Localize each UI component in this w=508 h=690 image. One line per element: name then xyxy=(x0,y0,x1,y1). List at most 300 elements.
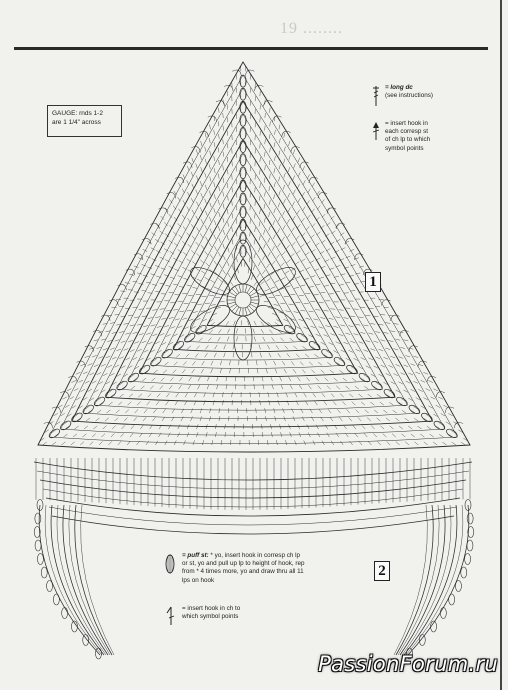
stitch-mark xyxy=(269,108,270,113)
stitch-mark xyxy=(220,368,221,373)
edge-scallop xyxy=(44,420,54,428)
center-spoke xyxy=(235,307,239,314)
stitch-mark xyxy=(260,131,261,136)
stitch-mark xyxy=(288,193,290,198)
stitch-mark xyxy=(238,268,239,273)
stitch-mark xyxy=(309,286,314,287)
legend-insert-hook-ch xyxy=(182,605,240,621)
stitch-mark xyxy=(329,318,334,319)
stitch-mark xyxy=(214,142,215,147)
stitch-mark xyxy=(205,225,207,229)
stitch-mark xyxy=(200,408,202,413)
stitch-mark xyxy=(385,348,390,350)
stitch-mark xyxy=(303,180,305,184)
stitch-mark xyxy=(198,377,200,381)
stitch-mark xyxy=(224,353,226,358)
stitch-mark xyxy=(363,350,368,352)
center-spoke xyxy=(232,289,238,295)
stitch-mark xyxy=(330,417,333,421)
stitch-mark xyxy=(376,357,381,359)
stitch-mark xyxy=(267,345,269,349)
stitch-mark xyxy=(307,215,310,219)
stitch-mark xyxy=(433,442,437,445)
stitch-mark xyxy=(269,160,270,165)
stitch-mark xyxy=(389,402,393,405)
stitch-mark xyxy=(54,434,58,437)
center-spoke xyxy=(251,296,259,298)
stitch-mark xyxy=(217,376,219,381)
stitch-mark xyxy=(198,385,200,389)
stitch-mark xyxy=(182,318,187,320)
stitch-mark xyxy=(196,318,201,320)
stitch-mark xyxy=(133,281,138,282)
stitch-mark xyxy=(319,409,322,413)
stitch-mark xyxy=(331,441,334,445)
stitch-mark xyxy=(352,402,356,405)
stitch-mark xyxy=(179,385,182,389)
stitch-mark xyxy=(214,234,216,239)
stitch-mark xyxy=(186,354,190,358)
edge-scallop xyxy=(253,83,263,91)
stitch-mark xyxy=(211,305,216,306)
stitch-mark xyxy=(380,340,385,341)
stitch-mark xyxy=(350,316,355,317)
stitch-mark xyxy=(334,326,339,327)
stitch-mark xyxy=(171,326,176,328)
stitch-mark xyxy=(170,377,173,381)
stitch-mark xyxy=(226,321,229,325)
stitch-mark xyxy=(249,257,250,262)
stitch-mark xyxy=(115,340,120,342)
stitch-mark xyxy=(350,441,353,445)
stitch-mark xyxy=(234,321,236,326)
stitch-mark xyxy=(424,442,428,445)
stitch-mark xyxy=(273,194,274,199)
stitch-mark xyxy=(261,329,264,333)
puff-line-0: = puff st: * yo, insert hook in corresp ch lp xyxy=(182,552,301,559)
stitch-mark xyxy=(287,234,290,238)
stitch-mark xyxy=(321,199,324,203)
stitch-mark xyxy=(414,418,418,421)
stitch-mark xyxy=(290,338,294,341)
stitch-mark xyxy=(288,377,291,381)
stitch-mark xyxy=(131,386,135,389)
stitch-mark xyxy=(52,442,56,445)
stitch-mark xyxy=(277,229,279,233)
stitch-mark xyxy=(321,370,325,373)
stitch-mark xyxy=(218,252,220,256)
stitch-mark xyxy=(223,230,224,235)
stitch-mark xyxy=(426,389,430,391)
stitch-mark xyxy=(161,318,166,319)
stitch-mark xyxy=(375,332,380,333)
stitch-mark xyxy=(74,388,78,390)
stitch-mark xyxy=(71,442,75,445)
stitch-mark xyxy=(205,251,208,255)
stitch-mark xyxy=(283,211,285,216)
stitch-mark xyxy=(196,346,199,350)
stitch-mark xyxy=(258,248,260,253)
stitch-mark xyxy=(103,426,107,429)
stitch-mark xyxy=(151,325,156,326)
stitch-mark xyxy=(214,156,215,161)
stitch-mark xyxy=(179,235,183,239)
stitch-mark xyxy=(223,126,224,131)
stitch-mark xyxy=(396,364,401,366)
stitch-mark xyxy=(310,261,314,263)
stitch-mark xyxy=(304,440,306,445)
stitch-mark xyxy=(81,389,85,391)
stitch-mark xyxy=(298,158,300,163)
stitch-mark xyxy=(255,187,256,192)
stitch-mark xyxy=(408,373,413,375)
stitch-mark xyxy=(64,434,68,437)
stitch-mark xyxy=(192,184,194,189)
stitch-mark xyxy=(390,356,395,358)
insert-hook-line-2: each corresp st xyxy=(385,128,429,136)
stitch-mark xyxy=(281,263,285,266)
stitch-mark xyxy=(263,337,265,341)
stitch-mark xyxy=(173,370,176,374)
left-flap-row xyxy=(51,505,104,655)
stitch-mark xyxy=(285,440,286,445)
stitch-mark xyxy=(439,434,443,437)
stitch-mark xyxy=(218,148,219,153)
edge-scallop xyxy=(183,160,193,168)
stitch-mark xyxy=(196,294,201,295)
stitch-mark xyxy=(335,317,340,318)
stitch-mark xyxy=(316,425,319,429)
stitch-mark xyxy=(272,337,275,341)
stitch-mark xyxy=(279,151,280,156)
stitch-mark xyxy=(255,201,256,206)
stitch-mark xyxy=(390,331,395,332)
stitch-mark xyxy=(257,368,258,373)
stitch-mark xyxy=(273,220,275,225)
stitch-mark xyxy=(214,353,216,357)
stitch-mark xyxy=(256,408,257,413)
stitch-mark xyxy=(289,155,291,160)
stitch-mark xyxy=(163,409,166,413)
stitch-mark xyxy=(219,289,224,291)
stitch-mark xyxy=(275,295,280,296)
stitch-mark xyxy=(365,315,370,316)
left-flap-row xyxy=(63,505,108,655)
stitch-mark xyxy=(279,124,280,129)
stitch-mark xyxy=(370,402,374,405)
stitch-mark xyxy=(137,324,142,325)
stitch-mark xyxy=(201,193,203,198)
stitch-mark xyxy=(309,362,313,365)
stitch-mark xyxy=(228,222,229,227)
stitch-mark xyxy=(266,368,268,373)
stitch-mark xyxy=(205,211,207,216)
stitch-mark xyxy=(388,365,393,367)
stitch-mark xyxy=(423,372,428,374)
stitch-mark xyxy=(209,243,212,247)
stitch-mark xyxy=(205,237,208,241)
stitch-mark xyxy=(227,235,228,240)
stitch-mark xyxy=(178,326,183,328)
stitch-mark xyxy=(413,356,418,358)
stitch-mark xyxy=(324,310,329,311)
stitch-mark xyxy=(380,426,384,429)
flap-puff-stitch xyxy=(37,554,43,565)
stitch-mark xyxy=(260,400,261,405)
stitch-mark xyxy=(314,354,318,357)
flap-puff-stitch xyxy=(467,540,473,551)
stitch-mark xyxy=(368,358,373,360)
stitch-mark xyxy=(325,325,330,326)
stitch-mark xyxy=(192,158,194,163)
center-spoke xyxy=(229,292,236,296)
stitch-mark xyxy=(292,201,294,205)
stitch-mark xyxy=(121,341,126,343)
stitch-mark xyxy=(200,155,201,160)
stitch-mark xyxy=(190,416,192,421)
stitch-mark xyxy=(182,369,185,373)
stitch-mark xyxy=(348,350,353,352)
stitch-mark xyxy=(148,318,153,319)
stitch-mark xyxy=(284,416,286,421)
stitch-mark xyxy=(232,265,233,270)
stitch-mark xyxy=(392,434,396,437)
stitch-mark xyxy=(268,252,270,256)
stitch-mark xyxy=(380,314,385,315)
stitch-mark xyxy=(227,337,229,342)
stitch-mark xyxy=(358,417,361,421)
section-label-1: 1 xyxy=(365,272,381,292)
stitch-mark xyxy=(58,405,62,408)
stitch-mark xyxy=(271,432,272,437)
stitch-mark xyxy=(393,349,398,351)
stitch-mark xyxy=(265,361,267,366)
stitch-mark xyxy=(201,219,203,223)
stitch-mark xyxy=(214,261,217,265)
stitch-mark xyxy=(223,139,224,144)
stitch-mark xyxy=(202,440,203,445)
stitch-mark xyxy=(315,401,318,405)
stitch-mark xyxy=(223,400,224,405)
stitch-mark xyxy=(206,432,207,437)
stitch-mark xyxy=(193,440,195,445)
stitch-mark xyxy=(210,280,214,283)
center-spoke xyxy=(235,286,239,293)
stitch-mark xyxy=(283,225,285,229)
stitch-mark xyxy=(219,264,222,268)
stitch-mark xyxy=(121,366,125,368)
stitch-mark xyxy=(223,270,226,274)
stitch-mark xyxy=(157,393,160,397)
stitch-mark xyxy=(298,198,300,202)
stitch-mark xyxy=(96,418,100,421)
stitch-mark xyxy=(210,229,212,234)
stitch-mark xyxy=(317,433,319,437)
stitch-mark xyxy=(428,406,432,408)
stitch-mark xyxy=(298,172,300,177)
stitch-mark xyxy=(448,413,452,415)
stitch-mark xyxy=(265,126,266,131)
stitch-mark xyxy=(365,410,369,413)
round-outline xyxy=(139,180,357,377)
stitch-mark xyxy=(293,190,295,195)
center-spoke xyxy=(228,296,236,298)
stitch-mark xyxy=(260,183,261,188)
stitch-mark xyxy=(301,244,305,247)
stitch-mark xyxy=(112,426,116,430)
stitch-mark xyxy=(97,410,101,413)
stitch-mark xyxy=(291,253,295,256)
stitch-mark xyxy=(265,139,266,144)
stitch-mark xyxy=(128,402,132,405)
stitch-mark xyxy=(300,270,304,272)
stitch-mark xyxy=(163,370,167,373)
stitch-mark xyxy=(210,124,211,129)
stitch-mark xyxy=(153,409,156,413)
stitch-mark xyxy=(349,394,353,397)
stitch-mark xyxy=(118,441,121,445)
stitch-mark xyxy=(223,204,224,209)
stitch-mark xyxy=(319,327,324,329)
stitch-mark xyxy=(297,250,301,253)
stitch-mark xyxy=(174,362,178,365)
flap-puff-stitch xyxy=(41,567,47,578)
stitch-mark xyxy=(107,340,112,341)
stitch-mark xyxy=(153,417,156,421)
stitch-mark xyxy=(299,385,302,389)
center-spoke xyxy=(245,308,247,316)
stitch-mark xyxy=(339,310,344,311)
stitch-mark xyxy=(398,382,402,384)
stitch-mark xyxy=(327,433,330,437)
stitch-mark xyxy=(177,433,179,438)
stitch-mark xyxy=(283,408,285,413)
stitch-mark xyxy=(263,256,265,260)
center-spoke xyxy=(239,285,241,293)
center-ring-inner xyxy=(235,292,251,308)
stitch-mark xyxy=(216,307,221,309)
stitch-mark xyxy=(369,333,374,334)
flap-puff-stitch xyxy=(47,581,53,592)
stitch-mark xyxy=(176,354,180,357)
stitch-mark xyxy=(331,334,336,336)
stitch-mark xyxy=(395,418,399,421)
stitch-mark xyxy=(269,134,270,139)
stitch-mark xyxy=(101,434,105,437)
stitch-mark xyxy=(295,440,297,445)
stitch-mark xyxy=(209,330,213,334)
stitch-mark xyxy=(179,377,182,381)
stitch-mark xyxy=(234,275,236,280)
puff-line-4: lps on hook xyxy=(182,576,215,584)
stitch-mark xyxy=(452,442,456,445)
flower-petal xyxy=(252,300,299,338)
flap-puff-stitch xyxy=(440,608,446,619)
stitch-mark xyxy=(276,254,279,258)
section-label-2: 2 xyxy=(374,561,390,581)
stitch-mark xyxy=(268,238,270,243)
stitch-mark xyxy=(431,397,435,399)
stitch-mark xyxy=(164,325,169,327)
stitch-mark xyxy=(119,331,124,332)
stitch-mark xyxy=(356,410,360,413)
stitch-mark xyxy=(183,362,186,366)
stitch-mark xyxy=(162,417,165,421)
stitch-mark xyxy=(133,332,138,333)
stitch-mark xyxy=(209,416,210,421)
stitch-mark xyxy=(403,390,407,392)
stitch-mark xyxy=(97,373,101,375)
flower-petal xyxy=(234,316,252,360)
stitch-mark xyxy=(75,426,79,429)
stitch-mark xyxy=(275,322,279,325)
stitch-mark xyxy=(330,370,334,373)
stitch-mark xyxy=(430,434,434,437)
stitch-mark xyxy=(187,285,192,286)
stitch-mark xyxy=(293,216,296,220)
center-spoke xyxy=(229,304,236,308)
stitch-mark xyxy=(223,191,224,196)
stitch-mark xyxy=(315,284,320,285)
stitch-mark xyxy=(196,163,198,168)
stitch-mark xyxy=(270,121,271,126)
stitch-mark xyxy=(255,227,256,232)
stitch-mark xyxy=(160,333,165,335)
stitch-mark xyxy=(377,441,380,445)
puff-line-3: from * 4 times more, yo and draw thru all 11 xyxy=(182,568,304,576)
insert-hook-arrow-icon xyxy=(371,120,381,144)
stitch-mark xyxy=(230,282,233,286)
stitch-mark xyxy=(339,334,344,336)
stitch-mark xyxy=(146,333,151,335)
long-dc-symbol-icon xyxy=(371,84,381,108)
stitch-mark xyxy=(370,323,375,324)
stitch-mark xyxy=(279,191,281,196)
stitch-mark xyxy=(302,192,304,196)
stitch-mark xyxy=(390,426,394,429)
flap-puff-stitch xyxy=(467,513,473,524)
stitch-mark xyxy=(259,222,260,227)
stitch-mark xyxy=(361,402,365,405)
stitch-mark xyxy=(385,323,390,324)
stitch-mark xyxy=(288,141,289,146)
stitch-mark xyxy=(308,189,311,193)
stitch-mark xyxy=(94,390,98,393)
stitch-mark xyxy=(142,378,146,381)
flap-puff-stitch xyxy=(83,635,89,646)
stitch-mark xyxy=(134,417,137,421)
stitch-mark xyxy=(273,234,275,238)
stitch-mark xyxy=(278,203,280,208)
stitch-mark xyxy=(129,274,134,275)
flap-puff-stitch xyxy=(53,594,59,605)
stitch-mark xyxy=(284,147,285,152)
stitch-mark xyxy=(110,348,115,350)
stitch-mark xyxy=(205,345,208,349)
stitch-mark xyxy=(393,410,397,413)
flap-puff-stitch xyxy=(62,608,68,619)
stitch-mark xyxy=(266,278,270,281)
stitch-mark xyxy=(218,337,221,341)
stitch-mark xyxy=(130,325,135,326)
stitch-mark xyxy=(383,434,387,437)
stitch-mark xyxy=(281,277,285,279)
stitch-mark xyxy=(184,440,186,445)
stitch-mark xyxy=(346,409,349,413)
stitch-mark xyxy=(274,142,275,147)
center-spoke xyxy=(239,308,241,316)
stitch-mark xyxy=(128,340,133,342)
